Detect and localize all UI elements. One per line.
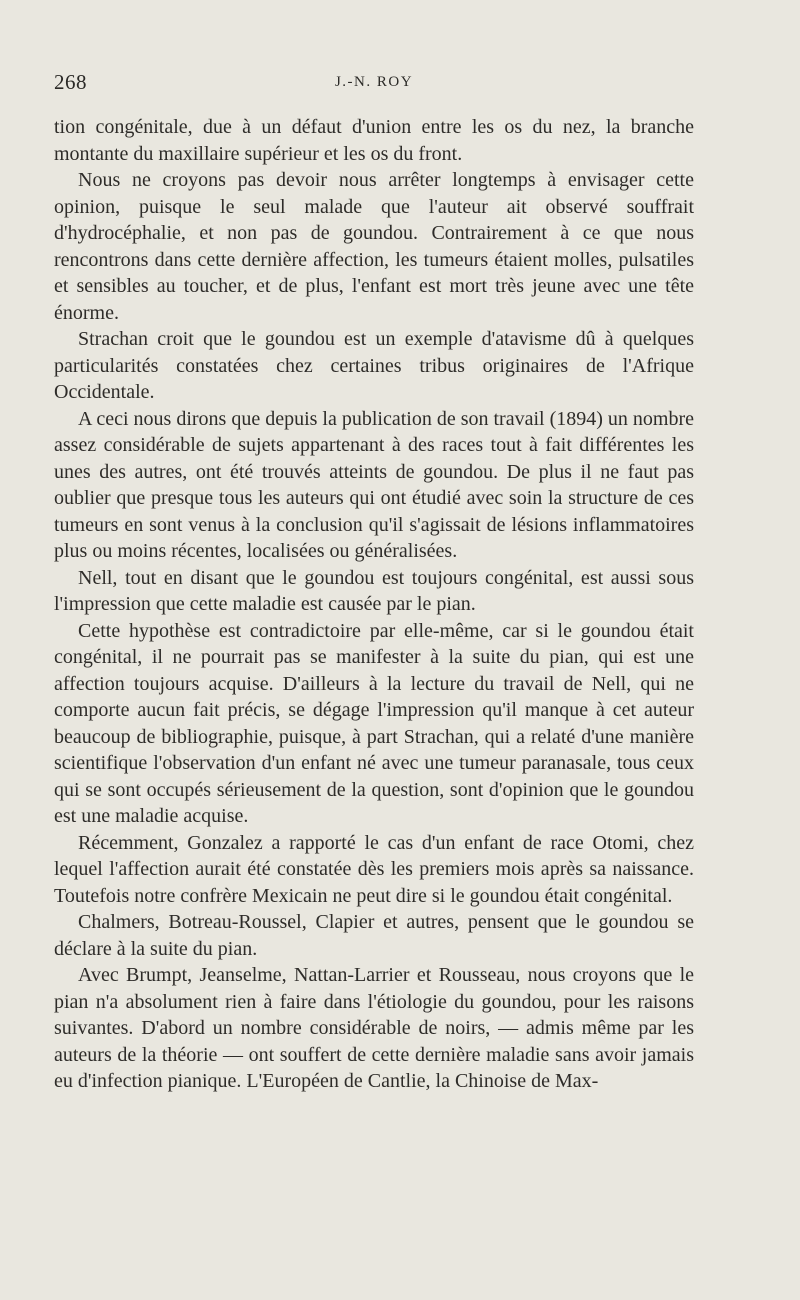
paragraph: Cette hypothèse est contradictoire par elle-même, car si le goundou était congénital, il ne pourrait pas se manifester à la suite du pian, qui est une affection toujours acquise. D'ailleurs à la lecture du travail de Nell, qui ne comporte aucun fait précis, se dégage l'impression qu'il manque à cet auteur beaucoup de bibliographie, puisque, à part Strachan, qui a relaté d'une manière scientifique l'observation d'un enfant né avec une tumeur paranasale, tous ceux qui se sont occupés sérieusement de la question, sont d'opinion que le goundou est une maladie acquise.	[54, 619, 694, 827]
paragraph: Nell, tout en disant que le goundou est toujours congénital, est aussi sous l'impression que cette maladie est causée par le pian.	[54, 566, 694, 615]
paragraph: Récemment, Gonzalez a rapporté le cas d'un enfant de race Otomi, chez lequel l'affection aurait été constatée dès les premiers mois après sa naissance. Toutefois notre confrère Mexicain ne peut dire si le goundou était congénital.	[54, 831, 694, 907]
paragraph: A ceci nous dirons que depuis la publication de son travail (1894) un nombre assez considérable de sujets appartenant à des races tout à fait différentes les unes des autres, ont été trouvés atteints de goundou. De plus il ne faut pas oublier que presque tous les auteurs qui ont étudié avec soin la structure de ces tumeurs en sont venus à la conclusion qu'il s'agissait de lésions inflammatoires plus ou moins récentes, localisées ou généralisées.	[54, 407, 694, 562]
paragraph: Nous ne croyons pas devoir nous arrêter longtemps à envisager cette opinion, puisque le seul malade que l'auteur ait observé souffrait d'hydrocéphalie, et non pas de goundou. Contrairement à ce que nous rencontrons dans cette dernière affection, les tumeurs étaient molles, pulsatiles et sensibles au toucher, et de plus, l'enfant est mort très jeune avec une tête énorme.	[54, 169, 694, 324]
paragraph: Strachan croit que le goundou est un exemple d'atavisme dû à quelques particularités constatées chez certaines tribus originaires de l'Afrique Occidentale.	[54, 328, 694, 403]
running-title: J.-N. ROY	[334, 74, 414, 90]
paragraph: Avec Brumpt, Jeanselme, Nattan-Larrier et Rousseau, nous croyons que le pian n'a absolument rien à faire dans l'étiologie du goundou, pour les raisons suivantes. D'abord un nombre considérable de noirs, — admis même par les auteurs de la théorie — ont souffert de cette dernière maladie sans avoir jamais eu d'infection pianique. L'Européen de Cantlie, la Chinoise de Max-	[54, 964, 694, 1092]
paragraph: tion congénitale, due à un défaut d'union entre les os du nez, la branche montante du maxillaire supérieur et les os du front.	[54, 116, 694, 165]
page-number: 268	[54, 70, 87, 94]
running-head	[54, 70, 694, 94]
body-text	[54, 114, 694, 1095]
paragraph: Chalmers, Botreau-Roussel, Clapier et autres, pensent que le goundou se déclare à la suite du pian.	[54, 911, 694, 960]
